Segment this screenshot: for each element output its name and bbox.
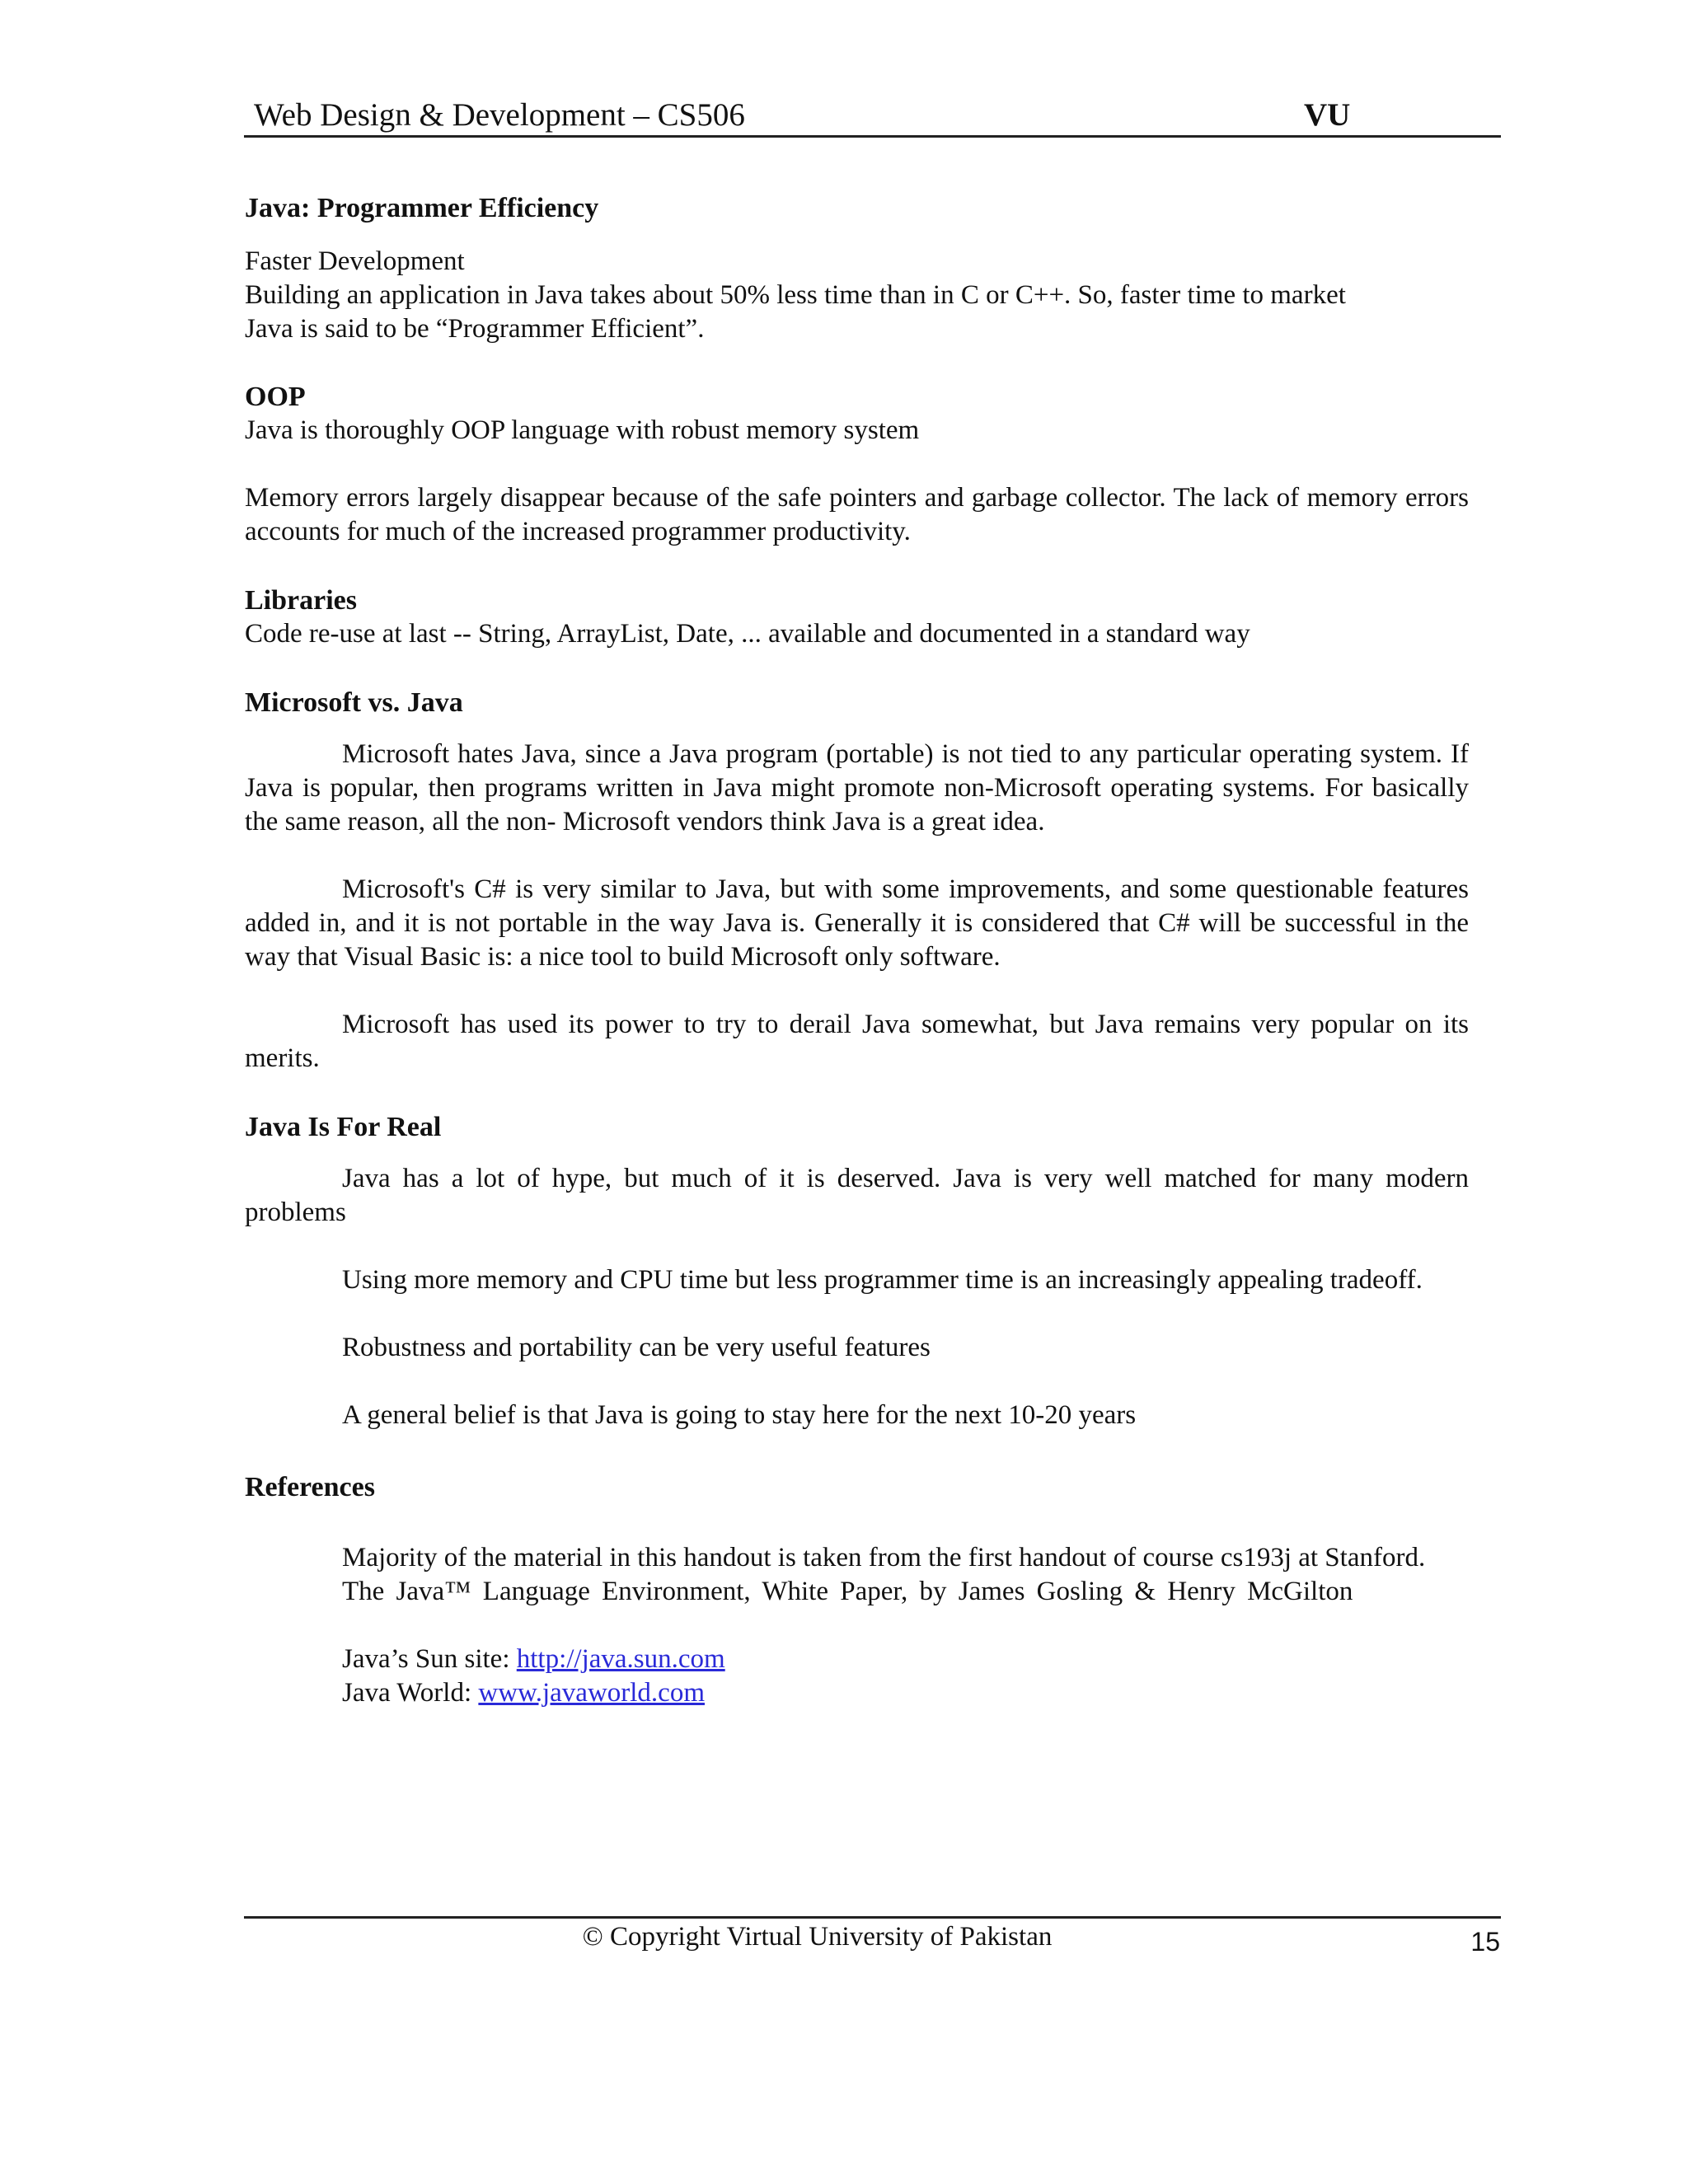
for-real-paragraph-3: Robustness and portability can be very useful features: [342, 1333, 931, 1362]
reference-sun-site: [245, 1643, 1469, 1676]
sun-site-link[interactable]: http://java.sun.com: [516, 1644, 725, 1674]
for-real-paragraph-2: Using more memory and CPU time but less programmer time is an increasingly appealing tradeoff.: [342, 1265, 1423, 1295]
efficiency-line-3: Java is said to be “Programmer Efficient”.: [245, 314, 705, 344]
section-heading-for-real: Java Is For Real: [245, 1112, 442, 1142]
java-world-link[interactable]: www.javaworld.com: [478, 1678, 705, 1708]
section-heading-oop: OOP: [245, 382, 306, 412]
efficiency-line-2: Building an application in Java takes about 50% less time than in C or C++. So, faster time to market: [245, 280, 1346, 310]
for-real-paragraph-1: Java has a lot of hype, but much of it is deserved. Java is very well matched for many modern problems: [245, 1164, 1469, 1227]
footer-divider: [244, 1916, 1501, 1919]
section-heading-efficiency: Java: Programmer Efficiency: [245, 193, 599, 223]
whitepaper-citation: The Java™ Language Environment, White Paper, by James Gosling & Henry McGilton: [342, 1577, 1353, 1606]
institution-label: VU: [1304, 97, 1351, 133]
efficiency-line-1: Faster Development: [245, 246, 465, 276]
sun-site-label: Java’s Sun site:: [342, 1644, 517, 1674]
course-title: Web Design & Development – CS506: [254, 97, 745, 133]
java-world-label: Java World:: [342, 1678, 479, 1708]
oop-paragraph-2: Memory errors largely disappear because of the safe pointers and garbage collector. The lack of memory errors accounts for much of the increased programmer productivity.: [245, 483, 1469, 546]
footer-copyright: © Copyright Virtual University of Pakistan: [582, 1922, 1053, 1952]
microsoft-paragraph-3: Microsoft has used its power to try to derail Java somewhat, but Java remains very popular on its merits.: [245, 1010, 1469, 1073]
for-real-paragraph-4: A general belief is that Java is going to stay here for the next 10-20 years: [342, 1400, 1137, 1430]
page-body: [245, 191, 1469, 1710]
section-heading-microsoft: Microsoft vs. Java: [245, 687, 463, 718]
microsoft-paragraph-2: Microsoft's C# is very similar to Java, but with some improvements, and some questionable features added in, and it is not portable in the way Java is. Generally it is considered that C# will be successful in the way that Visual Basic is: a nice tool to build Microsoft only software.: [245, 874, 1469, 972]
reference-java-world: [245, 1676, 1469, 1710]
section-heading-references: References: [245, 1472, 375, 1502]
oop-line-1: Java is thoroughly OOP language with robust memory system: [245, 415, 920, 445]
references-paragraph-1: Majority of the material in this handout is taken from the first handout of course cs193j at Stanford.: [342, 1543, 1426, 1572]
section-heading-libraries: Libraries: [245, 585, 357, 616]
libraries-line-1: Code re-use at last -- String, ArrayList, Date, ... available and documented in a standard way: [245, 619, 1250, 649]
microsoft-paragraph-1: Microsoft hates Java, since a Java program (portable) is not tied to any particular operating system. If Java is popular, then programs written in Java might promote non-Microsoft operating systems. For basically the same reason, all the non- Microsoft vendors think Java is a great idea.: [245, 739, 1469, 837]
page-header: [244, 92, 1501, 138]
references-whitepaper-line: [245, 1575, 1469, 1609]
page-number: 15: [1470, 1927, 1500, 1957]
